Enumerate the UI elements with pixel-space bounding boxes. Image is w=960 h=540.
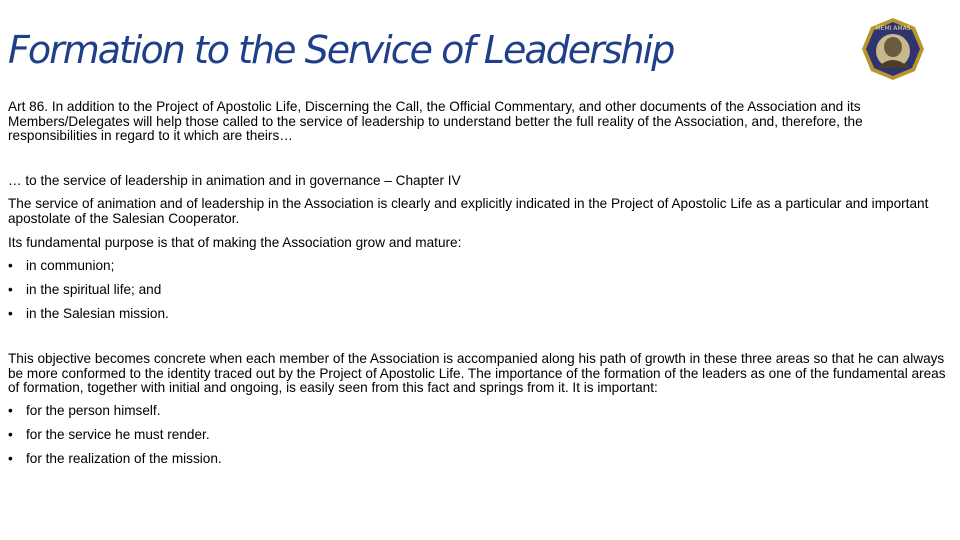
list-item: • for the person himself. bbox=[8, 404, 948, 419]
service-paragraph: The service of animation and of leadership in the Association is clearly and explicitly indicated in the Project of Apostolic Life as a particular and important apostolate of the Salesian Cooperator. bbox=[8, 195, 929, 226]
portrait-emblem-icon bbox=[860, 16, 926, 82]
chapter-line: … to the service of leadership in animation and in governance – Chapter IV bbox=[8, 173, 461, 189]
objective-paragraph: This objective becomes concrete when each member of the Association is accompanied along his path of growth in these three areas so that he can always be more conformed to the identity traced out by the Project of Apostolic Life. The importance of the formation of the leaders as one of the fundamental areas of formation, together with initial and ongoing, is easily seen from this fact and springs from it. It is important: bbox=[8, 351, 946, 396]
page-title: Formation to the Service of Leadership bbox=[8, 28, 674, 72]
purpose-line: Its fundamental purpose is that of making the Association grow and mature: bbox=[8, 235, 462, 251]
list-item: • in the spiritual life; and bbox=[8, 283, 948, 298]
logo-text: MEMI AMAS bbox=[875, 25, 911, 32]
purpose-bullet-list bbox=[8, 259, 948, 322]
list-item: • for the service he must render. bbox=[8, 428, 948, 443]
art86-paragraph: Art 86. In addition to the Project of Apostolic Life, Discerning the Call, the Official Commentary, and other documents of the Association and its Members/Delegates will help those called to the service of leadership to understand better the full reality of the Association, and, therefore, the responsibilities in regard to it which are theirs… bbox=[8, 99, 863, 144]
list-item: • for the realization of the mission. bbox=[8, 452, 948, 467]
important-bullet-list bbox=[8, 404, 948, 467]
list-item: • in the Salesian mission. bbox=[8, 307, 948, 322]
list-item: • in communion; bbox=[8, 259, 948, 274]
slide-body bbox=[8, 100, 948, 467]
